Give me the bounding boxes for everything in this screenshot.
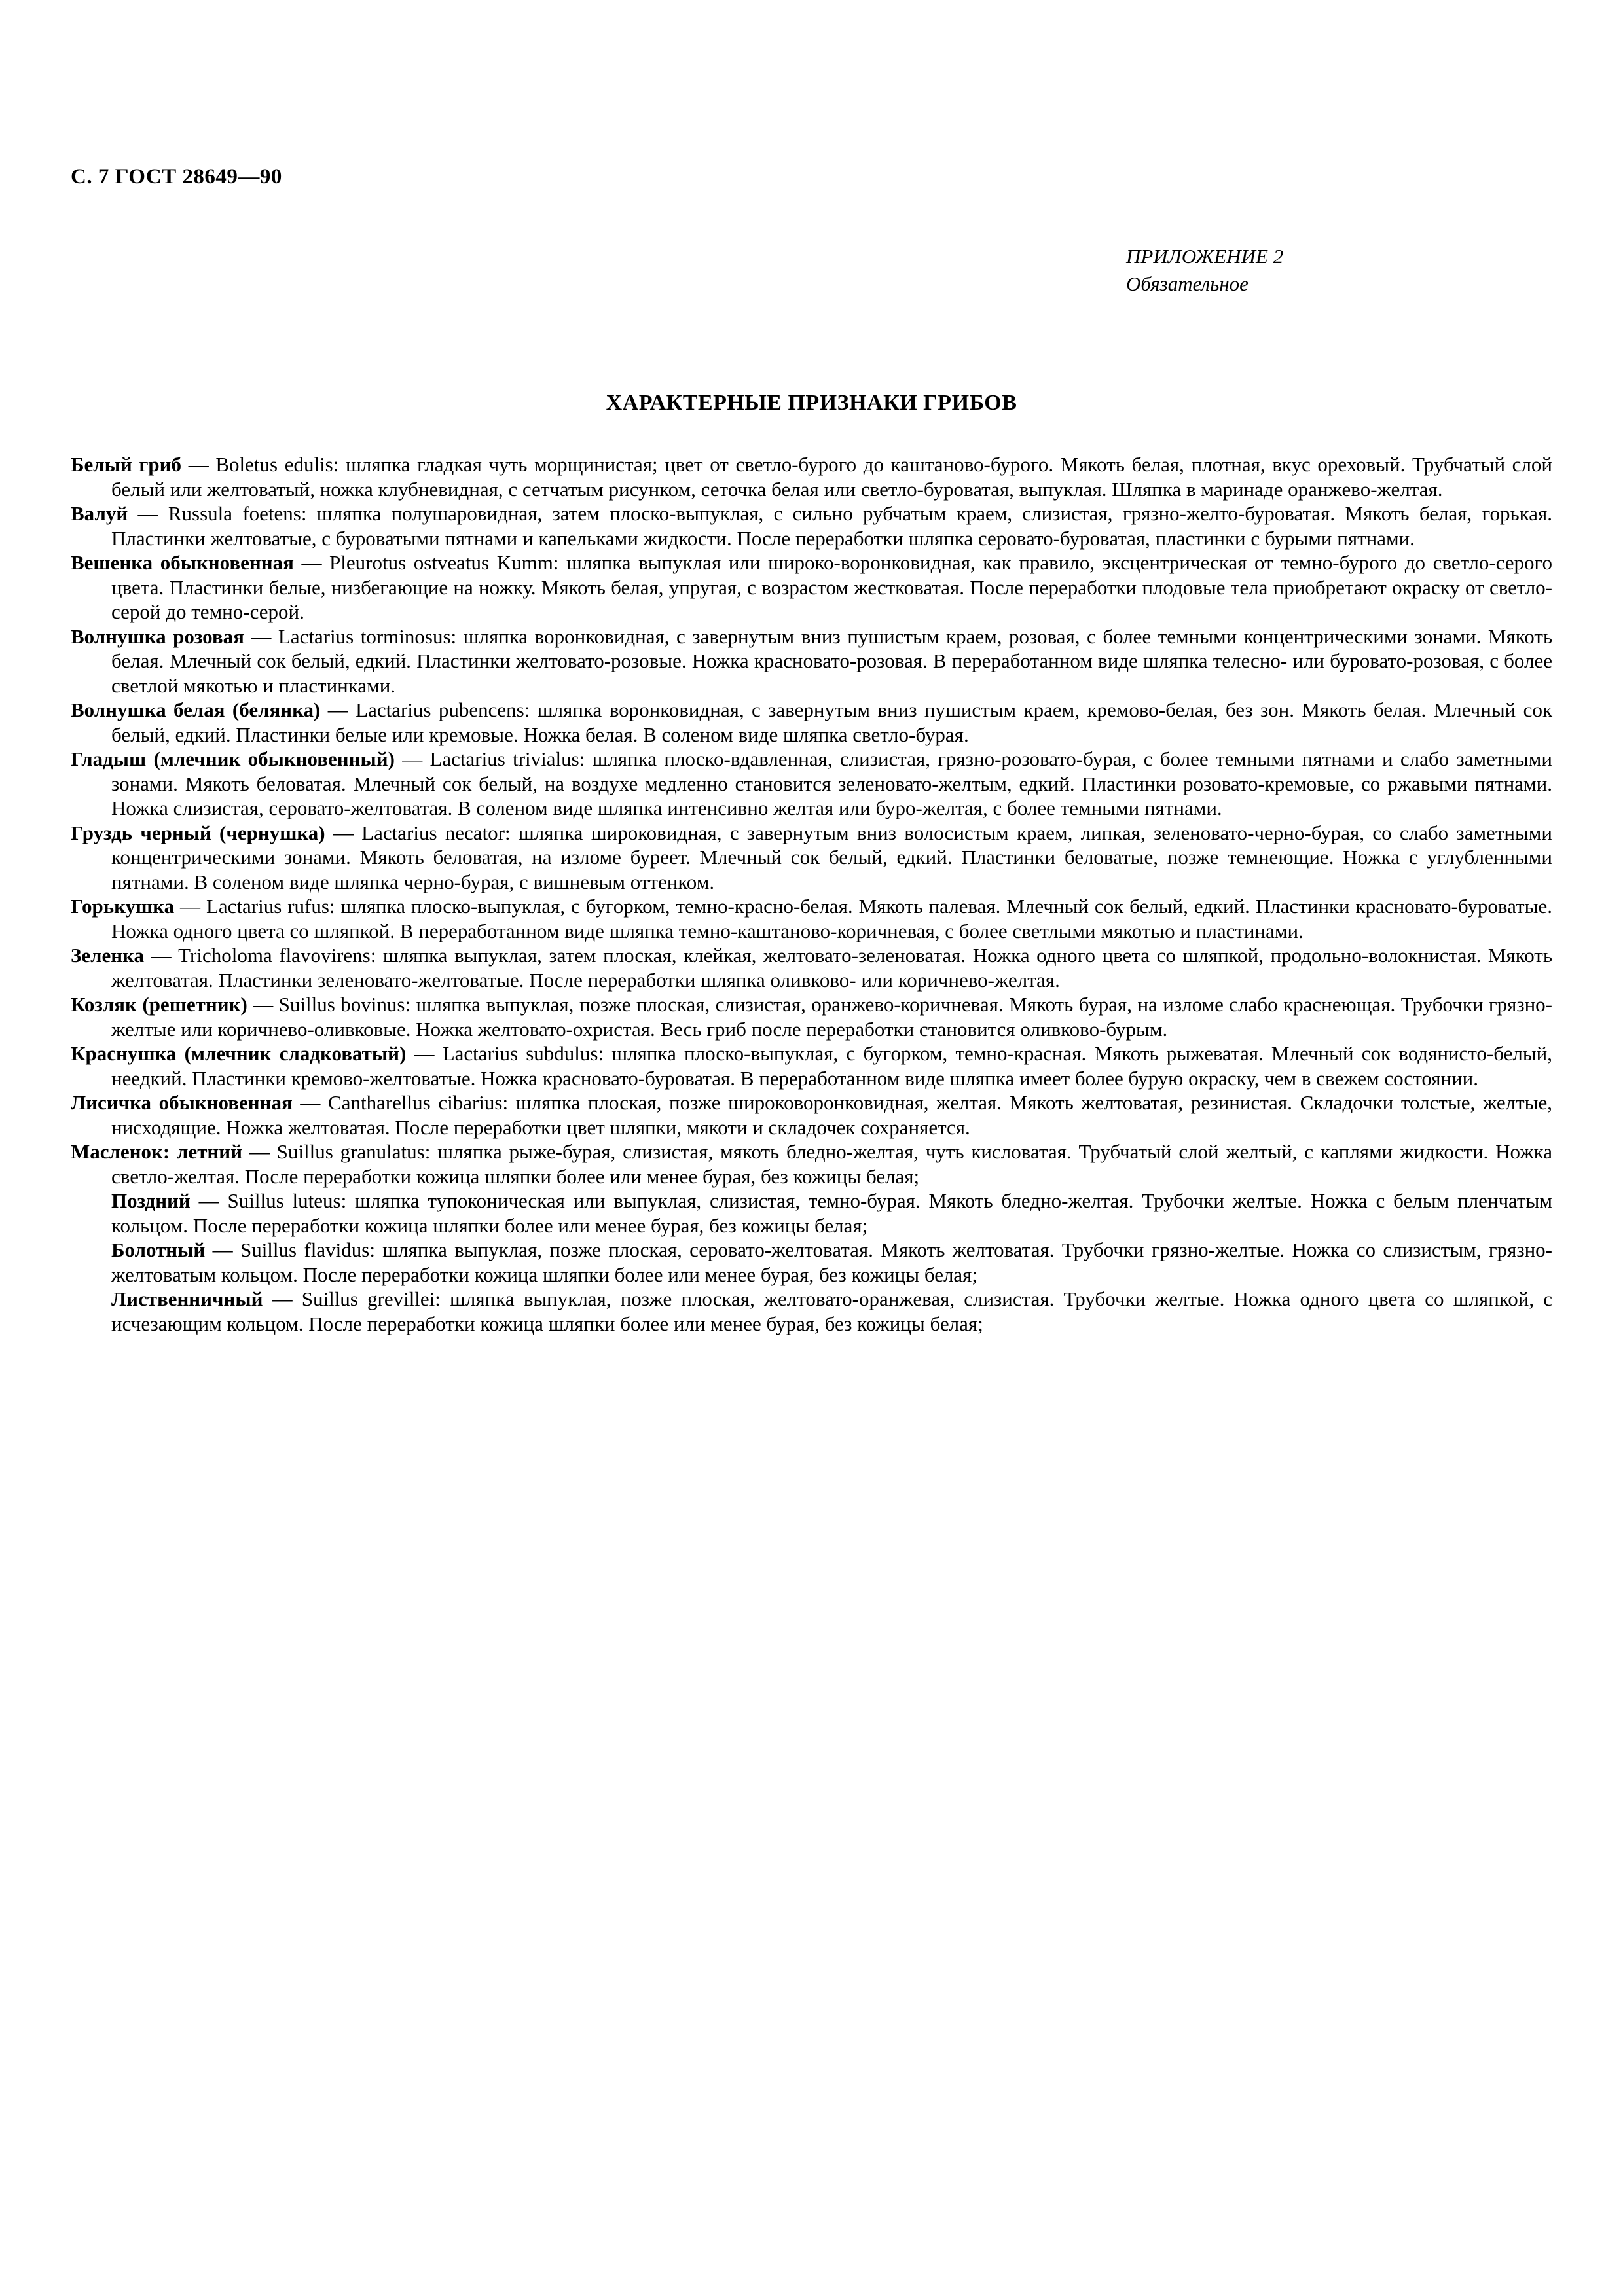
mushroom-entry [71, 1090, 1552, 1139]
mushroom-term: Горькушка [71, 895, 175, 918]
mushroom-entry [71, 1139, 1552, 1189]
mushroom-term: Вешенка обыкновенная [71, 551, 294, 574]
mushroom-description: — Boletus edulis: шляпка гладкая чуть морщинистая; цвет от светло-бурого до каштаново-бурого. Мякоть белая, плотная, вкус ореховый. Трубчатый слой белый или желтоватый, ножка клубневидная, с сетчатым рисунком, сеточка белая или светло-буроватая, выпуклая. Шляпка в маринаде оранжево-желтая. [111, 453, 1553, 501]
document-title: ХАРАКТЕРНЫЕ ПРИЗНАКИ ГРИБОВ [606, 391, 1017, 415]
mushroom-entry [71, 698, 1552, 747]
mushroom-description: — Lactarius trivialus: шляпка плоско-вдавленная, слизистая, грязно-розовато-бурая, с более темными пятнами и слабо заметными зонами. Мякоть беловатая. Млечный сок белый, на воздухе медленно становится зеленовато-желтым, едкий. Пластинки розовато-кремовые, со ржавыми пятнами. Ножка слизистая, серовато-желтоватая. В соленом виде шляпка интенсивно желтая или буро-желтая, с более темными пятнами. [111, 747, 1553, 819]
mushroom-description: — Lactarius subdulus: шляпка плоско-выпуклая, с бугорком, темно-красная. Мякоть рыжеватая. Млечный сок водянисто-белый, неедкий. Пластинки кремово-желтоватые. Ножка красновато-буроватая. В переработанном виде шляпка имеет более бурую окраску, чем в свежем состоянии. [111, 1042, 1552, 1090]
mushroom-term: Белый гриб [71, 453, 182, 476]
mushroom-description: — Pleurotus ostveatus Kumm: шляпка выпуклая или широко-воронковидная, как правило, эксцентрическая от темно-бурого до светло-серого цвета. Пластинки белые, низбегающие на ножку. Мякоть белая, упругая, с возрастом жестковатая. После переработки плодовые тела приобретают окраску от светло-серой до темно-серой. [111, 551, 1552, 623]
mushroom-entry [71, 550, 1552, 624]
mushroom-description: — Lactarius necator: шляпка широковидная, с завернутым вниз волосистым краем, липкая, зеленовато-черно-бурая, со слабо заметными концентрическими зонами. Мякоть беловатая, на изломе буреет. Млечный сок белый, едкий. Пластинки беловатые, позже темнеющие. Ножка с углубленными пятнами. В соленом виде шляпка черно-бурая, с вишневым оттенком. [111, 821, 1552, 893]
mushroom-description: — Lactarius pubencens: шляпка воронковидная, с завернутым вниз пушистым краем, кремово-белая, без зон. Мякоть белая. Млечный сок белый, едкий. Пластинки белые или кремовые. Ножка белая. В соленом виде шляпка светло-бурая. [111, 698, 1552, 746]
mushroom-description: — Suillus granulatus: шляпка рыже-бурая, слизистая, мякоть бледно-желтая, чуть кисловатая. Трубчатый слой желтый, с каплями жидкости. Ножка светло-желтая. После переработки кожица шляпки более или менее бурая, без кожицы белая; [111, 1140, 1552, 1188]
mushroom-term: Зеленка [71, 944, 145, 967]
mushroom-term: Груздь черный (чернушка) [71, 821, 325, 844]
mushroom-term: Болотный [111, 1238, 206, 1261]
appendix-note: Обязательное [1126, 272, 1249, 295]
mushroom-description: — Russula foetens: шляпка полушаровидная, затем плоско-выпуклая, с сильно рубчатым краем, слизистая, грязно-желто-буроватая. Мякоть белая, горькая. Пластинки желтоватые, с буроватыми пятнами и капельками жидкости. После переработки шляпка серовато-буроватая, пластинки с бурыми пятнами. [111, 502, 1552, 550]
mushroom-entry [71, 624, 1552, 698]
mushroom-description: — Suillus luteus: шляпка тупоконическая или выпуклая, слизистая, темно-бурая. Мякоть бледно-желтая. Трубочки желтые. Ножка с белым пленчатым кольцом. После переработки кожица шляпки более или менее бурая, без кожицы белая; [111, 1189, 1552, 1237]
mushroom-description: — Cantharellus cibarius: шляпка плоская, позже широковоронковидная, желтая. Мякоть желтоватая, резинистая. Складочки толстые, желтые, нисходящие. Ножка желтоватая. После переработки цвет шляпки, мякоти и складочек сохраняется. [111, 1091, 1552, 1139]
mushroom-entry [71, 1041, 1552, 1090]
mushroom-term: Валуй [71, 502, 128, 525]
entries-list [71, 452, 1552, 1336]
mushroom-term: Поздний [111, 1189, 191, 1212]
mushroom-subentry [71, 1238, 1552, 1287]
mushroom-description: — Tricholoma flavovirens: шляпка выпуклая, затем плоская, клейкая, желтовато-зеленоватая. Ножка одного цвета со шляпкой, продольно-волокнистая. Мякоть желтоватая. Пластинки зеленовато-желтоватые. После переработки шляпка оливково- или коричнево-желтая. [111, 944, 1552, 992]
mushroom-term: Краснушка (млечник сладковатый) [71, 1042, 407, 1065]
mushroom-term: Масленок: летний [71, 1140, 242, 1163]
mushroom-term: Лисичка обыкновенная [71, 1091, 293, 1114]
appendix-block [1126, 243, 1552, 298]
appendix-label: ПРИЛОЖЕНИЕ 2 [1126, 245, 1284, 268]
mushroom-term: Лиственничный [111, 1287, 263, 1310]
mushroom-entry [71, 452, 1552, 501]
mushroom-entry [71, 821, 1552, 895]
mushroom-entry [71, 894, 1552, 943]
mushroom-term: Козляк (решетник) [71, 993, 247, 1016]
mushroom-term: Волнушка белая (белянка) [71, 698, 321, 721]
mushroom-subentry [71, 1189, 1552, 1238]
mushroom-description: — Lactarius rufus: шляпка плоско-выпуклая, с бугорком, темно-красно-белая. Мякоть палевая. Млечный сок белый, едкий. Пластинки красновато-буроватые. Ножка одного цвета со шляпкой. В переработанном виде шляпка темно-каштаново-коричневая, с более светлыми мякотью и пластинами. [111, 895, 1552, 942]
page-header: С. 7 ГОСТ 28649—90 [71, 165, 282, 188]
mushroom-entry [71, 747, 1552, 821]
mushroom-description: — Suillus grevillei: шляпка выпуклая, позже плоская, желтовато-оранжевая, слизистая. Трубочки желтые. Ножка одного цвета со шляпкой, с исчезающим кольцом. После переработки кожица шляпки более или менее бурая, без кожицы белая; [111, 1287, 1552, 1335]
mushroom-description: — Lactarius torminosus: шляпка воронковидная, с завернутым вниз пушистым краем, розовая, с более темными концентрическими зонами. Мякоть белая. Млечный сок белый, едкий. Пластинки желтовато-розовые. Ножка красновато-розовая. В переработанном виде шляпка телесно- или буровато-розовая, с более светлой мякотью и пластинками. [111, 624, 1552, 697]
mushroom-description: — Suillus bovinus: шляпка выпуклая, позже плоская, слизистая, оранжево-коричневая. Мякоть бурая, на изломе слабо краснеющая. Трубочки грязно-желтые или коричнево-оливковые. Ножка желтовато-охристая. Весь гриб после переработки становится оливково-бурым. [111, 993, 1552, 1041]
mushroom-subentry [71, 1287, 1552, 1336]
mushroom-entry [71, 943, 1552, 992]
mushroom-term: Волнушка розовая [71, 624, 244, 648]
mushroom-entry [71, 992, 1552, 1041]
mushroom-term: Гладыш (млечник обыкновенный) [71, 747, 395, 770]
mushroom-entry [71, 501, 1552, 550]
mushroom-description: — Suillus flavidus: шляпка выпуклая, позже плоская, серовато-желтоватая. Мякоть желтоватая. Трубочки грязно-желтые. Ножка со слизистым, грязно-желтоватым кольцом. После переработки кожица шляпки более или менее бурая, без кожицы белая; [111, 1238, 1552, 1286]
